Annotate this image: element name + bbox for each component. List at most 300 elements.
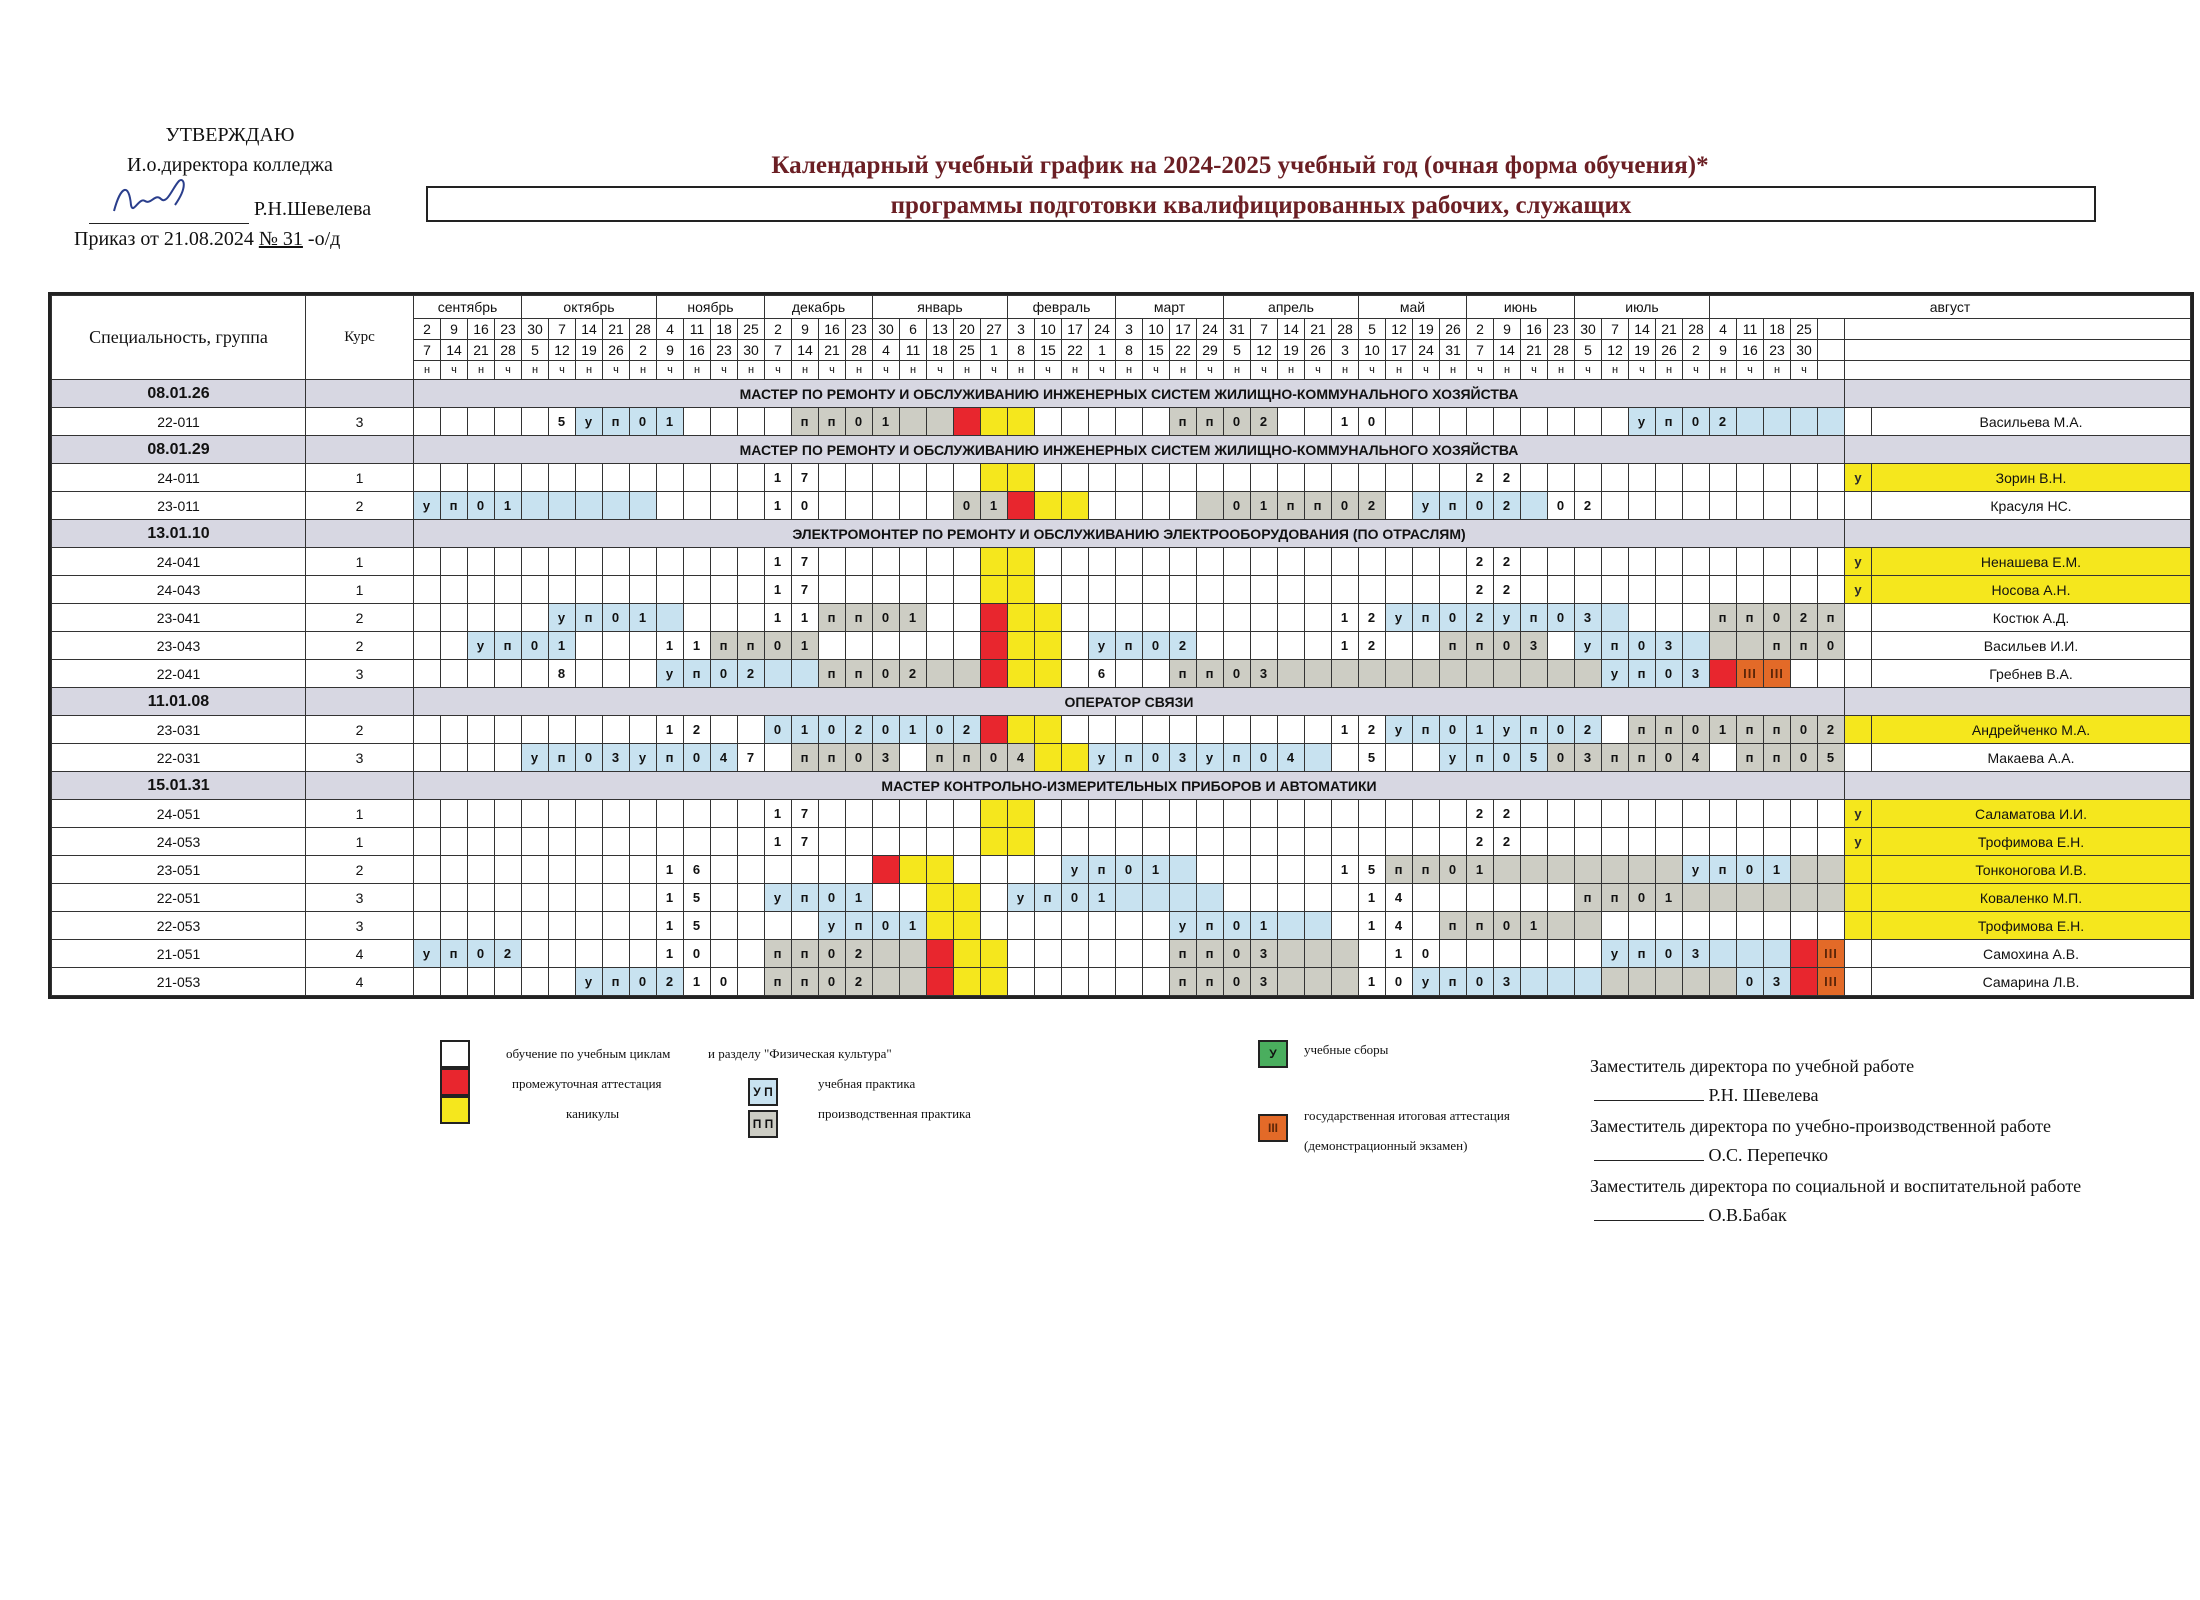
week-parity-cell: н xyxy=(1548,361,1575,380)
schedule-cell xyxy=(981,716,1008,744)
schedule-cell: 0 xyxy=(873,716,900,744)
schedule-cell xyxy=(441,464,468,492)
schedule-cell xyxy=(981,632,1008,660)
week-parity-cell xyxy=(1845,361,2191,380)
week-start-cell: 13 xyxy=(927,319,954,340)
schedule-cell xyxy=(1278,548,1305,576)
schedule-cell xyxy=(1818,660,1845,688)
schedule-cell xyxy=(1278,800,1305,828)
schedule-cell: 2 xyxy=(1710,408,1737,436)
schedule-cell xyxy=(1386,492,1413,520)
schedule-cell xyxy=(1440,408,1467,436)
signature-line xyxy=(89,201,249,224)
schedule-cell: 4 xyxy=(1386,884,1413,912)
schedule-cell xyxy=(1764,548,1791,576)
schedule-cell xyxy=(1035,576,1062,604)
camp-flag xyxy=(1845,884,1872,912)
week-end-cell: 28 xyxy=(846,340,873,361)
schedule-cell xyxy=(684,576,711,604)
week-parity-cell: ч xyxy=(1197,361,1224,380)
week-parity-cell: н xyxy=(630,361,657,380)
schedule-cell: 1 xyxy=(684,968,711,996)
schedule-cell xyxy=(1035,632,1062,660)
schedule-cell xyxy=(1575,912,1602,940)
schedule-cell: 1 xyxy=(1764,856,1791,884)
schedule-cell: 1 xyxy=(657,856,684,884)
schedule-cell xyxy=(711,576,738,604)
schedule-cell xyxy=(1548,660,1575,688)
group-number: 21-053 xyxy=(52,968,306,996)
schedule-cell xyxy=(1440,464,1467,492)
week-start-cell: 3 xyxy=(1008,319,1035,340)
schedule-cell xyxy=(1062,968,1089,996)
schedule-cell xyxy=(630,632,657,660)
teacher-name: Трофимова Е.Н. xyxy=(1872,912,2191,940)
schedule-cell: п xyxy=(846,912,873,940)
schedule-cell xyxy=(711,856,738,884)
schedule-cell xyxy=(1035,940,1062,968)
schedule-cell xyxy=(1170,716,1197,744)
week-start-cell: 6 xyxy=(900,319,927,340)
schedule-cell xyxy=(711,940,738,968)
week-end-cell: 26 xyxy=(603,340,630,361)
schedule-cell xyxy=(1386,632,1413,660)
schedule-cell: 0 xyxy=(873,604,900,632)
schedule-cell xyxy=(1062,660,1089,688)
week-start-cell: 28 xyxy=(1683,319,1710,340)
schedule-cell: п xyxy=(927,744,954,772)
group-number: 22-031 xyxy=(52,744,306,772)
schedule-cell: п xyxy=(1197,940,1224,968)
schedule-cell xyxy=(1791,912,1818,940)
schedule-cell xyxy=(1305,940,1332,968)
week-end-cell: 22 xyxy=(1062,340,1089,361)
schedule-cell xyxy=(819,632,846,660)
schedule-cell xyxy=(1359,660,1386,688)
week-start-cell: 10 xyxy=(1035,319,1062,340)
group-course: 3 xyxy=(306,408,414,436)
schedule-cell xyxy=(576,464,603,492)
group-number: 23-031 xyxy=(52,716,306,744)
week-end-cell: 15 xyxy=(1143,340,1170,361)
schedule-cell xyxy=(1818,828,1845,856)
schedule-cell: 1 xyxy=(765,464,792,492)
week-end-cell: 22 xyxy=(1170,340,1197,361)
schedule-cell xyxy=(873,940,900,968)
schedule-cell xyxy=(1332,660,1359,688)
group-number: 22-053 xyxy=(52,912,306,940)
schedule-cell xyxy=(954,548,981,576)
schedule-cell: 1 xyxy=(765,576,792,604)
schedule-cell xyxy=(1683,548,1710,576)
schedule-cell: 0 xyxy=(630,408,657,436)
schedule-cell: 2 xyxy=(1467,576,1494,604)
schedule-cell: 1 xyxy=(657,632,684,660)
schedule-cell xyxy=(468,968,495,996)
schedule-cell xyxy=(1278,464,1305,492)
group-number: 24-011 xyxy=(52,464,306,492)
schedule-cell xyxy=(1062,408,1089,436)
schedule-cell xyxy=(1656,968,1683,996)
week-parity-cell: н xyxy=(1224,361,1251,380)
schedule-cell xyxy=(1062,632,1089,660)
week-parity-cell: ч xyxy=(873,361,900,380)
schedule-cell: 0 xyxy=(1494,912,1521,940)
schedule-cell xyxy=(441,912,468,940)
schedule-cell: п xyxy=(1575,884,1602,912)
schedule-cell: 1 xyxy=(1251,912,1278,940)
schedule-cell: у xyxy=(1197,744,1224,772)
section-title: ЭЛЕКТРОМОНТЕР ПО РЕМОНТУ И ОБСЛУЖИВАНИЮ ЭЛЕКТРООБОРУДОВАНИЯ (ПО ОТРАСЛЯМ) xyxy=(414,520,1845,548)
group-row xyxy=(52,660,2191,688)
group-number: 23-051 xyxy=(52,856,306,884)
camp-flag xyxy=(1845,968,1872,996)
schedule-cell: у xyxy=(576,408,603,436)
schedule-cell: п xyxy=(1764,744,1791,772)
schedule-cell xyxy=(1251,548,1278,576)
schedule-cell: 0 xyxy=(1143,632,1170,660)
schedule-cell xyxy=(495,660,522,688)
schedule-cell xyxy=(630,660,657,688)
week-end-cell: 16 xyxy=(684,340,711,361)
schedule-cell: у xyxy=(576,968,603,996)
schedule-cell: 1 xyxy=(657,912,684,940)
schedule-cell xyxy=(1656,800,1683,828)
group-row xyxy=(52,576,2191,604)
schedule-cell xyxy=(495,408,522,436)
month-header: ноябрь xyxy=(657,296,765,319)
schedule-cell: 1 xyxy=(1386,940,1413,968)
schedule-cell xyxy=(1548,800,1575,828)
schedule-cell xyxy=(1224,548,1251,576)
schedule-cell: 0 xyxy=(1224,912,1251,940)
schedule-cell xyxy=(1602,828,1629,856)
schedule-cell xyxy=(657,576,684,604)
schedule-cell: 4 xyxy=(711,744,738,772)
schedule-cell: 2 xyxy=(1359,492,1386,520)
schedule-cell xyxy=(1575,940,1602,968)
camp-flag xyxy=(1845,492,1872,520)
section-teacher-blank xyxy=(1845,436,2191,464)
schedule-cell xyxy=(1062,800,1089,828)
schedule-cell xyxy=(1494,660,1521,688)
schedule-cell: 1 xyxy=(846,884,873,912)
schedule-cell xyxy=(441,660,468,688)
schedule-cell: п xyxy=(1467,912,1494,940)
schedule-cell: 2 xyxy=(1467,464,1494,492)
schedule-cell xyxy=(1737,464,1764,492)
schedule-cell: п xyxy=(1170,660,1197,688)
section-title: МАСТЕР ПО РЕМОНТУ И ОБСЛУЖИВАНИЮ ИНЖЕНЕРНЫХ СИСТЕМ ЖИЛИЩНО-КОММУНАЛЬНОГО ХОЗЯЙСТВА xyxy=(414,436,1845,464)
week-end-cell: 8 xyxy=(1116,340,1143,361)
week-parity-cell: ч xyxy=(1251,361,1278,380)
schedule-cell xyxy=(1629,800,1656,828)
week-end-cell: 26 xyxy=(1656,340,1683,361)
schedule-cell: п xyxy=(1710,604,1737,632)
schedule-cell xyxy=(981,940,1008,968)
teacher-name: Самарина Л.В. xyxy=(1872,968,2191,996)
schedule-cell: 1 xyxy=(549,632,576,660)
schedule-cell: у xyxy=(1602,940,1629,968)
schedule-cell xyxy=(1062,604,1089,632)
schedule-cell: 1 xyxy=(765,828,792,856)
schedule-cell: 1 xyxy=(1359,884,1386,912)
schedule-cell xyxy=(981,408,1008,436)
schedule-cell xyxy=(1332,464,1359,492)
schedule-cell: 0 xyxy=(603,604,630,632)
group-row xyxy=(52,408,2191,436)
week-parity-cell: ч xyxy=(927,361,954,380)
week-parity-cell: н xyxy=(1656,361,1683,380)
schedule-cell xyxy=(1575,408,1602,436)
schedule-cell xyxy=(1521,464,1548,492)
teacher-name: Носова А.Н. xyxy=(1872,576,2191,604)
schedule-cell xyxy=(468,800,495,828)
schedule-cell xyxy=(468,856,495,884)
schedule-cell xyxy=(1008,408,1035,436)
schedule-cell: п xyxy=(819,744,846,772)
schedule-cell: п xyxy=(1629,940,1656,968)
week-parity-cell: н xyxy=(1494,361,1521,380)
schedule-cell xyxy=(603,632,630,660)
week-parity-cell: н xyxy=(846,361,873,380)
schedule-cell xyxy=(1170,828,1197,856)
schedule-cell xyxy=(900,940,927,968)
schedule-cell xyxy=(1548,464,1575,492)
week-parity-cell: ч xyxy=(603,361,630,380)
week-start-cell: 9 xyxy=(1494,319,1521,340)
schedule-cell xyxy=(1143,884,1170,912)
section-course-blank xyxy=(306,520,414,548)
schedule-cell xyxy=(1170,604,1197,632)
schedule-cell xyxy=(1710,548,1737,576)
schedule-cell xyxy=(1764,800,1791,828)
schedule-cell xyxy=(684,828,711,856)
schedule-cell xyxy=(1089,940,1116,968)
schedule-cell xyxy=(1170,884,1197,912)
schedule-cell xyxy=(495,856,522,884)
schedule-cell xyxy=(1116,968,1143,996)
week-start-cell: 28 xyxy=(630,319,657,340)
schedule-cell xyxy=(441,716,468,744)
section-code: 08.01.26 xyxy=(52,380,306,408)
schedule-cell xyxy=(1656,548,1683,576)
schedule-cell xyxy=(1305,464,1332,492)
schedule-cell xyxy=(711,912,738,940)
schedule-cell xyxy=(1791,800,1818,828)
schedule-cell: 0 xyxy=(1629,632,1656,660)
schedule-cell xyxy=(1440,576,1467,604)
schedule-cell xyxy=(1629,548,1656,576)
schedule-cell xyxy=(846,492,873,520)
schedule-cell xyxy=(1197,800,1224,828)
schedule-cell xyxy=(1305,576,1332,604)
schedule-cell xyxy=(1440,884,1467,912)
schedule-cell xyxy=(1332,828,1359,856)
week-end-cell: 9 xyxy=(657,340,684,361)
month-header: март xyxy=(1116,296,1224,319)
week-parity-cell: н xyxy=(1440,361,1467,380)
schedule-cell xyxy=(1062,940,1089,968)
week-parity-cell: н xyxy=(900,361,927,380)
week-end-cell: 18 xyxy=(927,340,954,361)
schedule-cell: 0 xyxy=(630,968,657,996)
teacher-name: Андрейченко М.А. xyxy=(1872,716,2191,744)
week-end-cell: 19 xyxy=(1629,340,1656,361)
week-end-cell: 14 xyxy=(1494,340,1521,361)
schedule-cell: п xyxy=(1656,408,1683,436)
week-start-cell: 11 xyxy=(684,319,711,340)
schedule-cell: 1 xyxy=(1467,716,1494,744)
week-start-cell: 7 xyxy=(1251,319,1278,340)
schedule-cell: п xyxy=(1413,716,1440,744)
schedule-cell xyxy=(414,912,441,940)
schedule-cell xyxy=(927,576,954,604)
schedule-cell: 1 xyxy=(657,408,684,436)
schedule-cell: 7 xyxy=(792,576,819,604)
schedule-cell: 2 xyxy=(846,716,873,744)
camp-flag: у xyxy=(1845,576,1872,604)
schedule-cell xyxy=(468,576,495,604)
legend-label-study2: и разделу "Физическая культура" xyxy=(708,1046,892,1061)
schedule-cell: 0 xyxy=(873,912,900,940)
schedule-cell xyxy=(981,800,1008,828)
schedule-cell xyxy=(1548,548,1575,576)
schedule-cell xyxy=(1305,632,1332,660)
schedule-cell xyxy=(1683,632,1710,660)
schedule-cell xyxy=(927,856,954,884)
week-end-cell: 14 xyxy=(792,340,819,361)
week-start-cell: 21 xyxy=(1305,319,1332,340)
week-end-cell: 3 xyxy=(1332,340,1359,361)
group-course: 4 xyxy=(306,940,414,968)
month-header: апрель xyxy=(1224,296,1359,319)
schedule-cell xyxy=(1305,716,1332,744)
schedule-cell: у xyxy=(1089,744,1116,772)
schedule-cell xyxy=(1764,492,1791,520)
schedule-cell xyxy=(1359,940,1386,968)
month-header: февраль xyxy=(1008,296,1116,319)
schedule-cell xyxy=(1710,464,1737,492)
schedule-cell xyxy=(1521,800,1548,828)
schedule-cell xyxy=(1413,660,1440,688)
schedule-cell: III xyxy=(1737,660,1764,688)
schedule-cell xyxy=(846,464,873,492)
week-end-cell: 7 xyxy=(414,340,441,361)
schedule-cell xyxy=(1440,548,1467,576)
week-start-cell xyxy=(1845,319,2191,340)
schedule-cell xyxy=(1089,828,1116,856)
week-start-cell: 25 xyxy=(738,319,765,340)
schedule-cell xyxy=(1602,576,1629,604)
week-end-cell: 11 xyxy=(900,340,927,361)
camp-flag xyxy=(1845,716,1872,744)
schedule-cell xyxy=(900,828,927,856)
schedule-cell xyxy=(1332,548,1359,576)
schedule-cell: п xyxy=(1116,744,1143,772)
group-number: 22-041 xyxy=(52,660,306,688)
schedule-cell xyxy=(819,576,846,604)
schedule-cell xyxy=(1548,940,1575,968)
schedule-grid xyxy=(48,292,2194,999)
schedule-cell: п xyxy=(1197,968,1224,996)
schedule-cell: 1 xyxy=(792,716,819,744)
schedule-cell xyxy=(1062,828,1089,856)
schedule-cell xyxy=(1035,744,1062,772)
schedule-cell xyxy=(495,548,522,576)
schedule-cell: у xyxy=(1386,716,1413,744)
schedule-cell xyxy=(414,968,441,996)
schedule-cell xyxy=(1278,576,1305,604)
schedule-cell xyxy=(981,884,1008,912)
header-specialty: Специальность, группа xyxy=(52,296,306,380)
schedule-cell xyxy=(1629,912,1656,940)
schedule-cell xyxy=(1035,716,1062,744)
schedule-cell xyxy=(846,856,873,884)
schedule-cell: 1 xyxy=(1332,604,1359,632)
schedule-cell xyxy=(1008,576,1035,604)
schedule-cell xyxy=(1683,464,1710,492)
schedule-cell: 0 xyxy=(1413,940,1440,968)
schedule-cell xyxy=(1467,940,1494,968)
schedule-cell: п xyxy=(792,744,819,772)
schedule-cell: у xyxy=(657,660,684,688)
schedule-cell xyxy=(819,800,846,828)
schedule-cell xyxy=(1791,968,1818,996)
week-parity-cell: ч xyxy=(711,361,738,380)
camp-flag xyxy=(1845,660,1872,688)
schedule-cell: 0 xyxy=(1818,632,1845,660)
schedule-cell xyxy=(1548,884,1575,912)
schedule-cell xyxy=(1278,968,1305,996)
week-parity-cell: н xyxy=(954,361,981,380)
schedule-cell xyxy=(603,492,630,520)
schedule-cell: 1 xyxy=(981,492,1008,520)
schedule-cell xyxy=(1494,856,1521,884)
schedule-cell xyxy=(1791,576,1818,604)
legend xyxy=(420,1040,1620,1190)
week-parity-cell: ч xyxy=(1629,361,1656,380)
month-header: май xyxy=(1359,296,1467,319)
schedule-cell xyxy=(954,408,981,436)
group-row xyxy=(52,744,2191,772)
schedule-cell xyxy=(522,716,549,744)
week-start-cell: 2 xyxy=(765,319,792,340)
schedule-cell: п xyxy=(603,968,630,996)
group-course: 1 xyxy=(306,800,414,828)
schedule-cell: 6 xyxy=(1089,660,1116,688)
schedule-cell: 2 xyxy=(1359,716,1386,744)
schedule-cell xyxy=(1602,856,1629,884)
group-number: 24-053 xyxy=(52,828,306,856)
schedule-cell xyxy=(522,828,549,856)
schedule-cell xyxy=(1062,744,1089,772)
month-header: август xyxy=(1710,296,2191,319)
week-parity-cell: ч xyxy=(549,361,576,380)
week-start-cell: 21 xyxy=(603,319,630,340)
schedule-cell xyxy=(1278,716,1305,744)
schedule-cell: п xyxy=(1467,744,1494,772)
schedule-cell xyxy=(576,576,603,604)
week-end-cell: 19 xyxy=(576,340,603,361)
schedule-cell: п xyxy=(1764,632,1791,660)
schedule-cell: 0 xyxy=(1359,408,1386,436)
schedule-cell: 1 xyxy=(1359,968,1386,996)
legend-label-study: обучение по учебным циклам xyxy=(506,1046,671,1061)
approve-name: Р.Н.Шевелева xyxy=(253,198,372,220)
schedule-cell xyxy=(954,828,981,856)
schedule-cell: 0 xyxy=(684,744,711,772)
